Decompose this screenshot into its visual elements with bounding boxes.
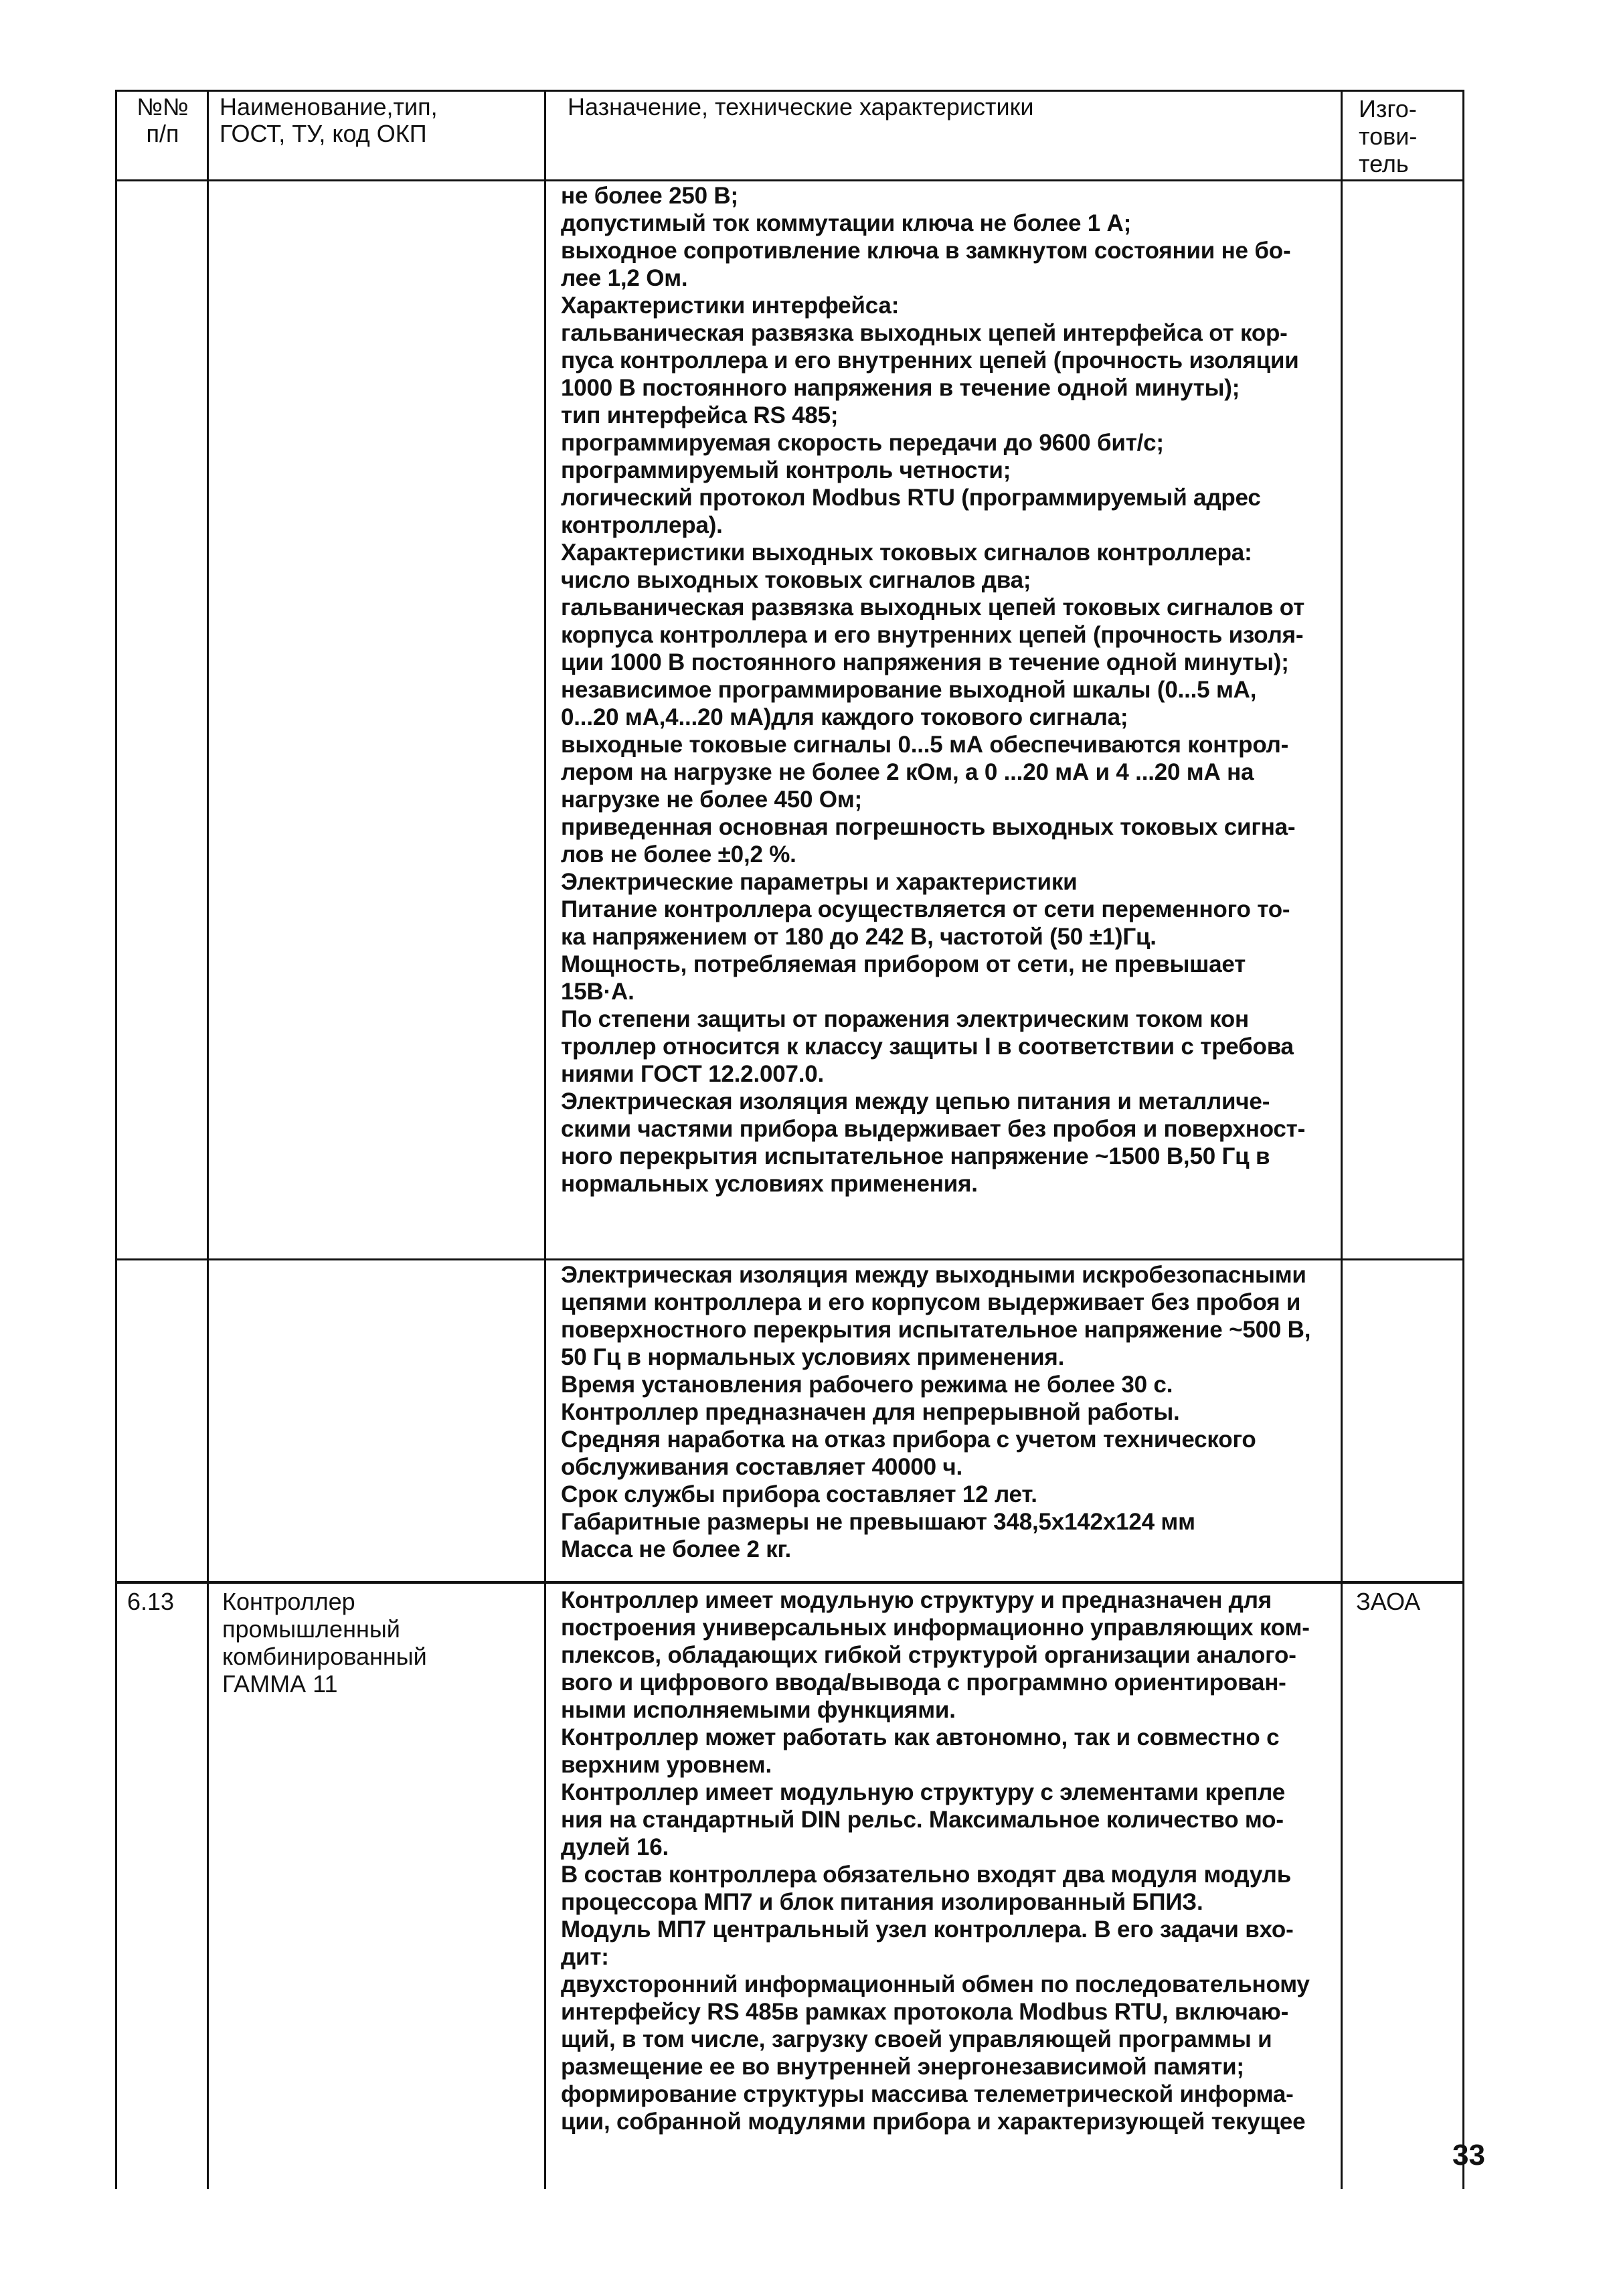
text-line: нормальных условиях применения. [561,1171,978,1197]
text-line: лов не более ±0,2 %. [561,841,796,868]
header-col-number: №№ п/п [137,93,189,147]
text-line: нагрузке не более 450 Ом; [561,787,862,813]
text-line: Модуль МП7 центральный узел контроллера. В его задачи вхо- [561,1916,1294,1943]
page-number: 33 [1452,2139,1485,2171]
row-separator-2 [115,1581,1464,1584]
text-line: допустимый ток коммутации ключа не более 1 А; [561,210,1132,236]
text-line: вого и цифрового ввода/вывода с программно ориентирован- [561,1669,1286,1696]
text-line: 15В·А. [561,979,634,1005]
header-col-name: Наименование,тип, ГОСТ, ТУ, код ОКП [220,93,438,147]
text-line: ниями ГОСТ 12.2.007.0. [561,1061,825,1087]
text-line: контроллера). [561,512,723,538]
text-line: цепями контроллера и его корпусом выдерживает без пробоя и [561,1289,1301,1315]
text-line: 50 Гц в нормальных условиях применения. [561,1344,1065,1370]
header-col-manufacturer: Изго- тови- тель [1359,95,1418,177]
table-border-right [1462,90,1464,2189]
text-line: логический протокол Modbus RTU (программируемый адрес [561,485,1261,511]
row-separator-1 [115,1258,1464,1260]
text-line: 0...20 мА,4...20 мА)для каждого токового сигнала; [561,704,1128,730]
text-line: ного перекрытия испытательное напряжение ~1500 В,50 Гц в [561,1143,1270,1169]
text-line: лером на нагрузке не более 2 кОм, а 0 ...20 мА и 4 ...20 мА на [561,759,1254,785]
block1-description [561,182,1305,1198]
text-line: Мощность, потребляемая прибором от сети, не превышает [561,951,1246,977]
text-line: 1000 В постоянного напряжения в течение одной минуты); [561,375,1240,401]
text-line: Контроллер имеет модульную структуру и предназначен для [561,1587,1272,1613]
text-line: Электрическая изоляция между выходными искробезопасными [561,1262,1306,1288]
text-line: Питание контроллера осуществляется от сети переменного то- [561,896,1290,922]
text-line: Электрические параметры и характеристики [561,869,1078,895]
text-line: корпуса контроллера и его внутренних цепей (прочность изоля- [561,622,1304,648]
text-line: плексов, обладающих гибкой структурой организации аналого- [561,1642,1296,1668]
table-divider-col1 [207,90,209,2189]
text-line: программируемый контроль четности; [561,457,1011,483]
header-col-description: Назначение, технические характеристики [568,93,1034,120]
table-divider-col2 [544,90,546,2189]
header-bottom-line [115,179,1464,181]
text-line: Срок службы прибора составляет 12 лет. [561,1481,1037,1507]
text-line: Масса не более 2 кг. [561,1536,791,1562]
text-line: независимое программирование выходной шкалы (0...5 мА, [561,677,1257,703]
text-line: двухсторонний информационный обмен по последовательному [561,1971,1310,1997]
text-line: приведенная основная погрешность выходных токовых сигна- [561,814,1296,840]
text-line: Контроллер может работать как автономно, так и совместно с [561,1724,1280,1750]
text-line: щий, в том числе, загрузку своей управляющей программы и [561,2026,1272,2052]
text-line: число выходных токовых сигналов два; [561,567,1031,593]
text-line: гальваническая развязка выходных цепей токовых сигналов от [561,594,1305,621]
block2-description [561,1261,1310,1563]
item-number: 6.13 [127,1588,175,1615]
text-line: гальваническая развязка выходных цепей интерфейса от кор- [561,320,1288,346]
text-line: обслуживания составляет 40000 ч. [561,1454,963,1480]
table-border-left [115,90,117,2189]
text-line: процессора МП7 и блок питания изолированный БПИЗ. [561,1889,1203,1915]
text-line: скими частями прибора выдерживает без пробоя и поверхност- [561,1116,1306,1142]
text-line: Средняя наработка на отказ прибора с учетом технического [561,1426,1256,1453]
text-line: ции, собранной модулями прибора и характеризующей текущее [561,2109,1306,2135]
text-line: По степени защиты от поражения электрическим током кон [561,1006,1249,1032]
text-line: выходные токовые сигналы 0...5 мА обеспечиваются контрол- [561,732,1289,758]
text-line: ния на стандартный DIN рельс. Максимальное количество мо- [561,1807,1284,1833]
text-line: ка напряжением от 180 до 242 В, частотой (50 ±1)Гц. [561,924,1157,950]
text-line: верхним уровнем. [561,1752,772,1778]
text-line: выходное сопротивление ключа в замкнутом состоянии не бо- [561,238,1291,264]
text-line: построения универсальных информационно управляющих ком- [561,1615,1310,1641]
text-line: Габаритные размеры не превышают 348,5х142х124 мм [561,1509,1195,1535]
table-border-top [115,90,1464,92]
text-line: В состав контроллера обязательно входят два модуля модуль [561,1862,1292,1888]
block3-description [561,1586,1310,2135]
text-line: Контроллер предназначен для непрерывной работы. [561,1399,1180,1425]
text-line: тип интерфейса RS 485; [561,402,839,428]
text-line: поверхностного перекрытия испытательное напряжение ~500 В, [561,1317,1311,1343]
item-manufacturer: ЗАОА [1356,1588,1421,1615]
table-divider-col3 [1341,90,1343,2189]
text-line: Время установления рабочего режима не более 30 с. [561,1372,1173,1398]
text-line: ными исполняемыми функциями. [561,1697,956,1723]
item-name: Контроллер промышленный комбинированный ГАММА 11 [222,1588,427,1698]
text-line: троллер относится к классу защиты I в соответствии с требова [561,1034,1294,1060]
text-line: Контроллер имеет модульную структуру с элементами крепле [561,1779,1286,1805]
text-line: интерфейсу RS 485в рамках протокола Modbus RTU, включаю- [561,1999,1289,2025]
text-line: Электрическая изоляция между цепью питания и металличе- [561,1088,1270,1115]
text-line: формирование структуры массива телеметрической информа- [561,2081,1294,2107]
text-line: Характеристики выходных токовых сигналов контроллера: [561,540,1252,566]
text-line: не более 250 В; [561,183,738,209]
text-line: программируемая скорость передачи до 9600 бит/с; [561,430,1164,456]
text-line: пуса контроллера и его внутренних цепей (прочность изоляции [561,347,1299,374]
text-line: размещение ее во внутренней энергонезависимой памяти; [561,2054,1244,2080]
text-line: Характеристики интерфейса: [561,293,900,319]
text-line: дит: [561,1944,609,1970]
text-line: ции 1000 В постоянного напряжения в течение одной минуты); [561,649,1289,675]
text-line: дулей 16. [561,1834,669,1860]
text-line: лее 1,2 Ом. [561,265,688,291]
